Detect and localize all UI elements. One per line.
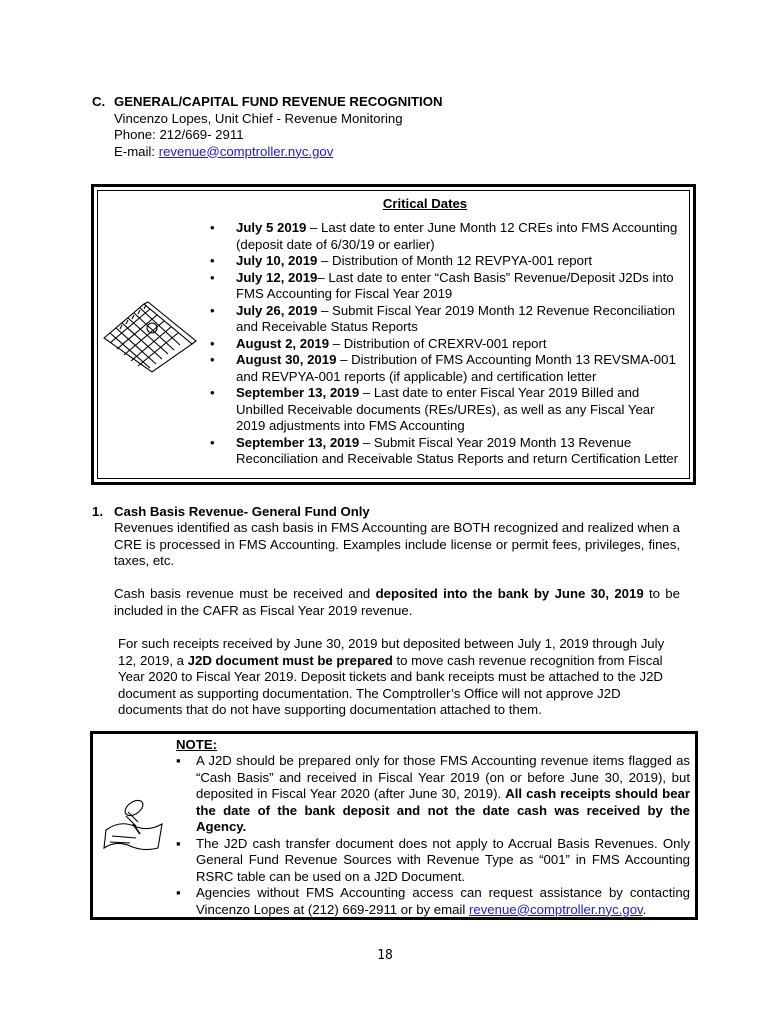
contact-email: E-mail: revenue@comptroller.nyc.gov (114, 143, 334, 159)
list-item: • July 5 2019 – Last date to enter June Month 12 CREs into FMS Accounting (deposit date of 6/30/19 or earlier) (210, 220, 678, 252)
contact-phone: Phone: 212/669- 2911 (114, 127, 244, 142)
list-item: • August 30, 2019 – Distribution of FMS Accounting Month 13 REVSMA-001 and REVPYA-001 reports (if applicable) and certification letter (210, 352, 676, 384)
contact-name: Vincenzo Lopes, Unit Chief - Revenue Monitoring (114, 110, 403, 126)
section-header (92, 94, 692, 160)
cash-basis-paragraph-2: Cash basis revenue must be received and deposited into the bank by June 30, 2019 to be included in the CAFR as Fiscal Year 2019 revenue. (114, 586, 680, 618)
list-item: • September 13, 2019 – Last date to enter Fiscal Year 2019 Billed and Unbilled Receivable documents (REs/UREs), as well as any Fiscal Year 2019 adjustments into FMS Accounting (210, 385, 655, 433)
list-item: • July 10, 2019 – Distribution of Month 12 REVPYA-001 report (210, 253, 593, 268)
calendar-icon (100, 298, 198, 374)
email-link[interactable]: revenue@comptroller.nyc.gov (158, 143, 334, 159)
list-item: • July 12, 2019– Last date to enter “Cash Basis” Revenue/Deposit J2Ds into FMS Accounting for Fiscal Year 2019 (210, 269, 674, 301)
page-number: 18 (377, 948, 393, 963)
cash-basis-paragraph-1: Revenues identified as cash basis in FMS Accounting are BOTH recognized and realized when a CRE is processed in FMS Accounting. Examples include license or permit fees, privileges, fines, taxes, etc. (114, 520, 680, 568)
pushpin-note-icon (100, 790, 168, 852)
list-item: • August 2, 2019 – Distribution of CREXRV-001 report (210, 335, 547, 351)
note-list (176, 753, 690, 918)
note-title: NOTE: (176, 737, 218, 752)
email-link[interactable]: revenue@comptroller.nyc.gov (468, 901, 643, 917)
list-item: • July 26, 2019 – Submit Fiscal Year 2019 Month 12 Revenue Reconciliation and Receivable Status Reports (210, 302, 676, 334)
section-title: C. GENERAL/CAPITAL FUND REVENUE RECOGNITION (92, 94, 443, 109)
cash-basis-paragraph-3: For such receipts received by June 30, 2019 but deposited between July 1, 2019 through July 12, 2019, a J2D document must be prepared to move cash revenue recognition from Fiscal Year 2020 to Fiscal Year 2019. Deposit tickets and bank receipts must be attached to the J2D document as supporting documentation. The Comptroller’s Office will not approve J2D documents that do not have supporting documentation attached to them. (118, 636, 665, 717)
list-item: ▪ Agencies without FMS Accounting access can request assistance by contacting Vincenzo Lopes at (212) 669-2911 or by email revenue@comptroller.nyc.gov. (176, 885, 690, 917)
critical-dates-list (210, 220, 680, 468)
cash-basis-heading: 1. Cash Basis Revenue- General Fund Only (92, 504, 370, 519)
critical-dates-title: Critical Dates (382, 196, 468, 211)
list-item: • September 13, 2019 – Submit Fiscal Year 2019 Month 13 Revenue Reconciliation and Receivable Status Reports and return Certification Letter (210, 434, 679, 466)
list-item: ▪ The J2D cash transfer document does not apply to Accrual Basis Revenues. Only General Fund Revenue Sources with Revenue Type as “001” in FMS Accounting RSRC table can be used on a J2D Document. (176, 835, 690, 884)
list-item: ▪ A J2D should be prepared only for those FMS Accounting revenue items flagged as “Cash Basis” and received in Fiscal Year 2019 (on or before June 30, 2019), but deposited in Fiscal Year 2020 (after June 30, 2019). All cash receipts should bear the date of the bank deposit and not the date cash was received by the Agency. (176, 753, 690, 834)
